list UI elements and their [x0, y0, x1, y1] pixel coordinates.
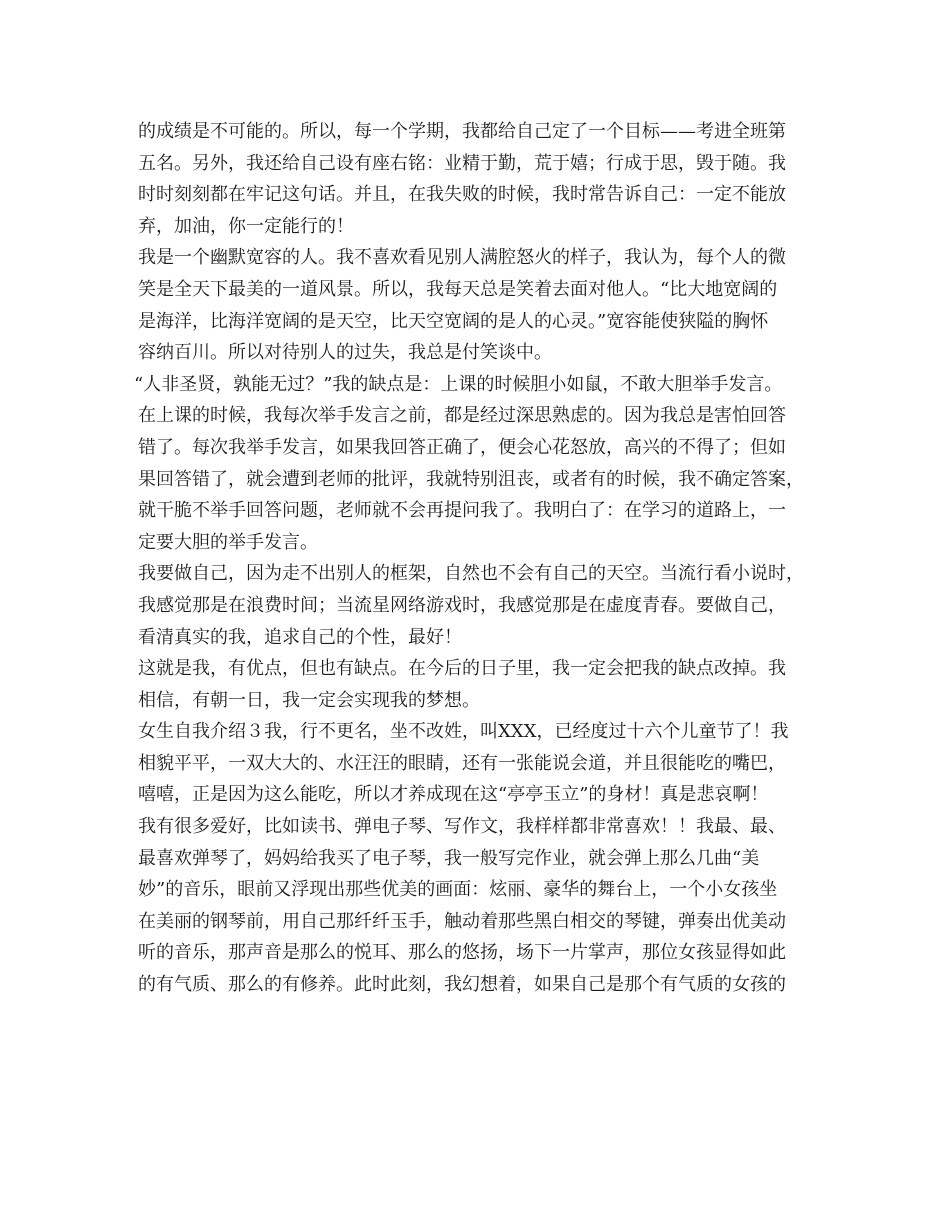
text-line: 是海洋，比海洋宽阔的是天空，比天空宽阔的是人的心灵。”宽容能使狭隘的胸怀: [138, 310, 769, 332]
text-line: 妙”的音乐，眼前又浮现出那些优美的画面：炫丽、豪华的舞台上，一个小女孩坐: [138, 879, 778, 901]
text-line: “人非圣贤，孰能无过？”我的缺点是：上课的时候胆小如鼠，不敢大胆举手发言。: [134, 373, 783, 395]
text-line: 我要做自己，因为走不出别人的框架，自然也不会有自己的天空。当流行看小说时，: [138, 563, 804, 585]
text-line: 嘻嘻，正是因为这么能吃，所以才养成现在这“亭亭玉立”的身材！真是悲哀啊！: [138, 784, 769, 806]
text-line: 就干脆不举手回答问题，老师就不会再提问我了。我明白了：在学习的道路上，一: [138, 500, 786, 522]
text-line: 的成绩是不可能的。所以，每一个学期，我都给自己定了一个目标——考进全班第: [138, 121, 786, 142]
text-line: 听的音乐，那声音是那么的悦耳、那么的悠扬，场下一片掌声，那位女孩显得如此: [138, 942, 786, 964]
text-line: 最喜欢弹琴了，妈妈给我买了电子琴，我一般写完作业，就会弹上那么几曲“美: [138, 847, 760, 869]
text-line: 我有很多爱好，比如读书、弹电子琴、写作文，我样样都非常喜欢！！我最、最、: [138, 816, 786, 838]
text-line: 相貌平平，一双大大的、水汪汪的眼睛，还有一张能说会道，并且很能吃的嘴巴，: [138, 752, 786, 774]
text-line: 笑是全天下最美的一道风景。所以，我每天总是笑着去面对他人。“比大地宽阔的: [138, 278, 778, 300]
text-line: 看清真实的我，追求自己的个性，最好！: [138, 626, 462, 648]
text-line: 错了。每次我举手发言，如果我回答正确了，便会心花怒放，高兴的不得了；但如: [138, 436, 786, 458]
text-line: 相信，有朝一日，我一定会实现我的梦想。: [138, 689, 480, 711]
text-line: 这就是我，有优点，但也有缺点。在今后的日子里，我一定会把我的缺点改掉。我: [138, 658, 786, 680]
text-line: 容纳百川。所以对待别人的过失，我总是付笑谈中。: [138, 342, 552, 364]
text-line: 我是一个幽默宽容的人。我不喜欢看见别人满腔怒火的样子，我认为，每个人的微: [138, 247, 786, 269]
text-line: 弃，加油，你一定能行的！: [138, 215, 354, 237]
text-line: 女生自我介绍３我，行不更名，坐不改姓，叫XXX，已经度过十六个儿童节了！我: [138, 721, 789, 743]
text-line: 果回答错了，就会遭到老师的批评，我就特别沮丧，或者有的时候，我不确定答案，: [138, 468, 804, 490]
document-body: [134, 116, 818, 1001]
text-line: 时时刻刻都在牢记这句话。并且，在我失败的时候，我时常告诉自己：一定不能放: [138, 184, 786, 206]
text-line: 的有气质、那么的有修养。此时此刻，我幻想着，如果自己是那个有气质的女孩的: [138, 974, 786, 996]
text-line: 五名。另外，我还给自己设有座右铭：业精于勤，荒于嬉；行成于思，毁于随。我: [138, 152, 786, 174]
text-line: 在美丽的钢琴前，用自己那纤纤玉手，触动着那些黑白相交的琴键，弹奏出优美动: [138, 910, 786, 932]
text-line: 我感觉那是在浪费时间；当流星网络游戏时，我感觉那是在虚度青春。要做自己，: [138, 594, 786, 616]
text-line: 在上课的时候，我每次举手发言之前，都是经过深思熟虑的。因为我总是害怕回答: [138, 405, 786, 427]
text-line: 定要大胆的举手发言。: [138, 531, 318, 553]
